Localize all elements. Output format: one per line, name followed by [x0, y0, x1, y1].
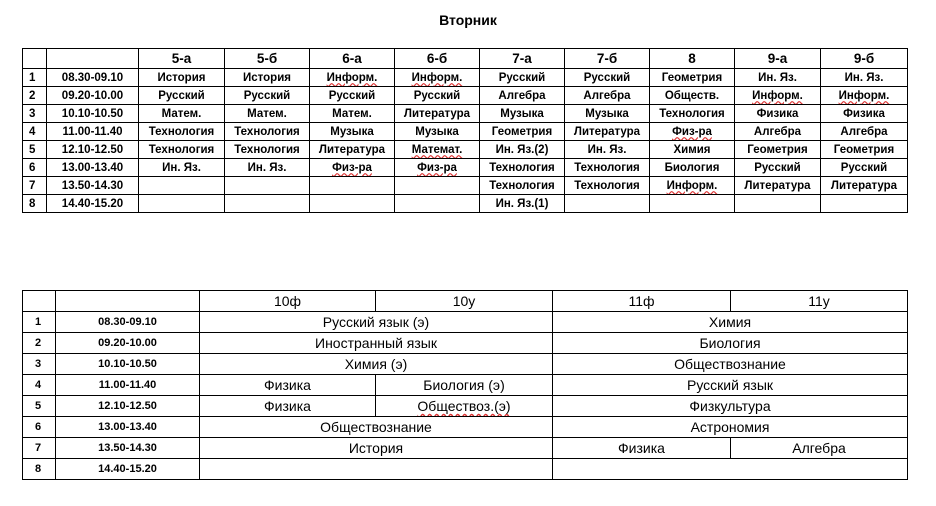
lesson-number: 7	[23, 438, 56, 459]
subject-cell	[650, 195, 735, 213]
subject-cell	[139, 141, 225, 159]
subject-name: Геометрия	[491, 125, 553, 138]
lesson-number: 6	[23, 159, 47, 177]
lesson-number: 8	[23, 459, 56, 480]
subject-cell	[200, 312, 553, 333]
subject-name: Матем.	[161, 107, 202, 120]
class-header: 8	[650, 49, 735, 69]
subject-cell	[650, 123, 735, 141]
subject-cell	[565, 177, 650, 195]
subject-name: Алгебра	[840, 125, 888, 138]
subject-name: Обществознание	[320, 419, 432, 435]
subject-name: Технология	[489, 179, 555, 192]
subject-cell	[310, 177, 395, 195]
subject-cell	[650, 159, 735, 177]
subject-name: Информ.	[411, 71, 463, 84]
subject-cell	[225, 105, 310, 123]
subject-name: Геометрия	[747, 143, 808, 156]
subject-cell	[821, 87, 908, 105]
lesson-number: 3	[23, 105, 47, 123]
subject-cell	[650, 177, 735, 195]
subject-name: Химия	[673, 143, 711, 156]
subject-cell	[225, 69, 310, 87]
table-row	[23, 417, 908, 438]
subject-name: Русский	[498, 71, 546, 84]
subject-name: Технология	[489, 161, 555, 174]
subject-cell	[650, 141, 735, 159]
subject-name: Русский	[840, 161, 888, 174]
subject-cell	[480, 141, 565, 159]
subject-name: Геометрия	[661, 71, 723, 84]
header-blank-time	[47, 49, 139, 69]
table-row	[23, 123, 908, 141]
subject-name: Алгебра	[753, 125, 802, 138]
lesson-number: 1	[23, 312, 56, 333]
table-row	[23, 177, 908, 195]
subject-cell	[376, 396, 553, 417]
subject-name: Физика	[756, 107, 799, 120]
subject-cell	[553, 375, 908, 396]
subject-name: Технология	[574, 179, 640, 192]
subject-name: Русский язык	[686, 377, 774, 393]
subject-cell	[225, 195, 310, 213]
subject-cell	[395, 87, 480, 105]
subject-name: История	[348, 440, 404, 456]
table-row	[23, 438, 908, 459]
subject-name: Литература	[744, 179, 811, 192]
subject-cell	[565, 105, 650, 123]
class-header: 6-б	[395, 49, 480, 69]
subject-cell	[139, 87, 225, 105]
class-header: 11у	[731, 291, 908, 312]
lesson-time: 09.20-10.00	[56, 333, 200, 354]
header-blank-num	[23, 291, 56, 312]
subject-name: Технология	[148, 143, 215, 156]
subject-name: Ин. Яз.	[587, 143, 627, 156]
subject-name: Информ.	[752, 89, 803, 102]
subject-cell	[821, 141, 908, 159]
subject-cell	[395, 177, 480, 195]
table-row	[23, 333, 908, 354]
subject-cell	[225, 141, 310, 159]
subject-cell	[480, 105, 565, 123]
lesson-time: 10.10-10.50	[47, 105, 139, 123]
class-header: 6-а	[310, 49, 395, 69]
subject-cell	[821, 105, 908, 123]
class-header: 10у	[376, 291, 553, 312]
table-row	[23, 354, 908, 375]
subject-name: Ин. Яз.	[162, 161, 201, 174]
subject-name: Физ-ра	[672, 125, 712, 138]
subject-name: Музыка	[330, 125, 374, 138]
subject-cell	[310, 87, 395, 105]
subject-name: Русский	[583, 71, 631, 84]
subject-name: Русский	[158, 89, 205, 102]
table-row	[23, 195, 908, 213]
class-header: 5-а	[139, 49, 225, 69]
subject-cell	[565, 87, 650, 105]
subject-cell	[480, 123, 565, 141]
subject-cell	[735, 159, 821, 177]
lesson-time: 13.00-13.40	[47, 159, 139, 177]
lesson-time: 14.40-15.20	[47, 195, 139, 213]
table-row	[23, 105, 908, 123]
lesson-time: 14.40-15.20	[56, 459, 200, 480]
class-header: 7-а	[480, 49, 565, 69]
header-blank-num	[23, 49, 47, 69]
subject-cell	[395, 105, 480, 123]
page-title: Вторник	[439, 12, 497, 28]
lesson-time: 13.50-14.30	[56, 438, 200, 459]
lesson-time: 08.30-09.10	[47, 69, 139, 87]
subject-name: Музыка	[415, 125, 459, 138]
subject-cell	[200, 417, 553, 438]
table-row	[23, 87, 908, 105]
subject-cell	[565, 141, 650, 159]
table-header-row	[23, 49, 908, 69]
subject-cell	[200, 354, 553, 375]
subject-name: Информ.	[838, 89, 890, 102]
subject-name: Физика	[843, 107, 885, 120]
subject-cell	[480, 177, 565, 195]
subject-name: Обществоз.(э)	[417, 398, 511, 414]
subject-cell	[480, 87, 565, 105]
subject-cell	[480, 159, 565, 177]
subject-cell	[200, 375, 376, 396]
subject-name: Литература	[830, 179, 898, 192]
subject-cell	[565, 195, 650, 213]
subject-cell	[553, 459, 908, 480]
subject-name: Информ.	[326, 71, 378, 84]
lesson-number: 5	[23, 396, 56, 417]
subject-cell	[310, 195, 395, 213]
subject-cell	[553, 333, 908, 354]
subject-name: Биология	[664, 161, 720, 174]
subject-cell	[395, 141, 480, 159]
subject-cell	[821, 69, 908, 87]
subject-name: История	[243, 71, 291, 84]
class-header: 10ф	[200, 291, 376, 312]
subject-cell	[310, 141, 395, 159]
subject-cell	[225, 177, 310, 195]
subject-cell	[735, 87, 821, 105]
subject-name: Музыка	[585, 107, 629, 120]
table-row	[23, 312, 908, 333]
subject-name: Биология	[699, 335, 761, 351]
subject-cell	[139, 69, 225, 87]
subject-cell	[553, 438, 731, 459]
lesson-time: 10.10-10.50	[56, 354, 200, 375]
subject-cell	[735, 141, 821, 159]
table-row	[23, 375, 908, 396]
class-header: 11ф	[553, 291, 731, 312]
subject-cell	[310, 123, 395, 141]
subject-cell	[735, 123, 821, 141]
subject-name: Русский	[328, 89, 376, 102]
subject-name: Химия	[708, 314, 752, 330]
subject-cell	[200, 459, 553, 480]
subject-name: Технология	[234, 125, 300, 138]
subject-cell	[650, 87, 735, 105]
subject-name: Литература	[403, 107, 471, 120]
subject-name: Ин. Яз.	[247, 161, 287, 174]
subject-cell	[735, 177, 821, 195]
subject-cell	[200, 333, 553, 354]
subject-name: Ин. Яз.	[844, 71, 884, 84]
lesson-time: 13.00-13.40	[56, 417, 200, 438]
subject-cell	[821, 195, 908, 213]
subject-name: Физика	[618, 440, 665, 456]
subject-cell	[480, 69, 565, 87]
lesson-number: 5	[23, 141, 47, 159]
subject-cell	[565, 159, 650, 177]
subject-cell	[480, 195, 565, 213]
subject-cell	[139, 159, 225, 177]
subject-cell	[821, 177, 908, 195]
subject-name: Литература	[573, 125, 641, 138]
class-header: 9-а	[735, 49, 821, 69]
lesson-time: 11.00-11.40	[56, 375, 200, 396]
lesson-number: 2	[23, 333, 56, 354]
class-header: 9-б	[821, 49, 908, 69]
subject-cell	[310, 159, 395, 177]
subject-name: Астрономия	[690, 419, 770, 435]
subject-name: Биология (э)	[423, 377, 505, 393]
lesson-number: 2	[23, 87, 47, 105]
subject-name: Литература	[318, 143, 386, 156]
subject-cell	[225, 159, 310, 177]
subject-cell	[735, 195, 821, 213]
lesson-number: 7	[23, 177, 47, 195]
subject-name: История	[157, 71, 206, 84]
subject-cell	[650, 105, 735, 123]
subject-name: Иностранный язык	[315, 335, 437, 351]
class-header: 7-б	[565, 49, 650, 69]
table-row	[23, 396, 908, 417]
subject-cell	[553, 312, 908, 333]
subject-name: Матем.	[332, 107, 372, 120]
lesson-time: 13.50-14.30	[47, 177, 139, 195]
subject-name: Физика	[264, 377, 311, 393]
subject-cell	[200, 396, 376, 417]
subject-cell	[553, 354, 908, 375]
lesson-number: 8	[23, 195, 47, 213]
subject-name: Обществознание	[674, 356, 786, 372]
schedule-table-grades-10-11	[22, 290, 908, 480]
lesson-number: 1	[23, 69, 47, 87]
subject-cell	[395, 123, 480, 141]
subject-name: Алгебра	[498, 89, 546, 102]
subject-cell	[821, 123, 908, 141]
subject-cell	[395, 159, 480, 177]
subject-name: Ин. Яз.(2)	[495, 143, 549, 156]
subject-name: Русский язык (э)	[322, 314, 430, 330]
table-header-row	[23, 291, 908, 312]
subject-name: Технология	[148, 125, 215, 138]
subject-name: Геометрия	[833, 143, 895, 156]
subject-name: Информ.	[666, 179, 718, 192]
table-row	[23, 141, 908, 159]
subject-name: Технология	[659, 107, 725, 120]
subject-cell	[650, 69, 735, 87]
lesson-time: 12.10-12.50	[56, 396, 200, 417]
subject-cell	[310, 105, 395, 123]
lesson-time: 11.00-11.40	[47, 123, 139, 141]
header-blank-time	[56, 291, 200, 312]
class-header: 5-б	[225, 49, 310, 69]
lesson-time: 08.30-09.10	[56, 312, 200, 333]
lesson-number: 3	[23, 354, 56, 375]
subject-cell	[395, 69, 480, 87]
subject-cell	[553, 417, 908, 438]
subject-name: Русский	[754, 161, 801, 174]
lesson-number: 4	[23, 123, 47, 141]
subject-cell	[139, 195, 225, 213]
schedule-table-grades-5-9	[22, 48, 908, 213]
subject-cell	[395, 195, 480, 213]
subject-name: Физкультура	[689, 398, 771, 414]
subject-cell	[565, 123, 650, 141]
subject-name: Математ.	[411, 143, 463, 156]
subject-name: Ин. Яз.	[758, 71, 797, 84]
subject-cell	[310, 69, 395, 87]
subject-name: Ин. Яз.(1)	[495, 197, 549, 210]
subject-name: Физика	[264, 398, 311, 414]
subject-name: Матем.	[247, 107, 287, 120]
subject-name: Алгебра	[583, 89, 631, 102]
subject-cell	[200, 438, 553, 459]
subject-cell	[735, 105, 821, 123]
subject-name: Русский	[413, 89, 461, 102]
subject-name: Русский	[243, 89, 291, 102]
subject-name: Технология	[234, 143, 300, 156]
subject-cell	[821, 159, 908, 177]
table-row	[23, 459, 908, 480]
subject-name: Алгебра	[792, 440, 846, 456]
subject-cell	[225, 87, 310, 105]
subject-name: Физ-ра	[417, 161, 457, 174]
subject-cell	[376, 375, 553, 396]
subject-cell	[553, 396, 908, 417]
subject-cell	[735, 69, 821, 87]
lesson-number: 6	[23, 417, 56, 438]
subject-name: Технология	[574, 161, 640, 174]
table-row	[23, 159, 908, 177]
lesson-time: 09.20-10.00	[47, 87, 139, 105]
lesson-number: 4	[23, 375, 56, 396]
subject-cell	[139, 123, 225, 141]
subject-name: Химия (э)	[344, 356, 408, 372]
subject-cell	[565, 69, 650, 87]
subject-cell	[139, 105, 225, 123]
subject-name: Физ-ра	[332, 161, 372, 174]
table-row	[23, 69, 908, 87]
subject-name: Обществ.	[664, 89, 720, 102]
subject-cell	[225, 123, 310, 141]
subject-name: Музыка	[500, 107, 544, 120]
lesson-time: 12.10-12.50	[47, 141, 139, 159]
subject-cell	[139, 177, 225, 195]
subject-cell	[731, 438, 908, 459]
